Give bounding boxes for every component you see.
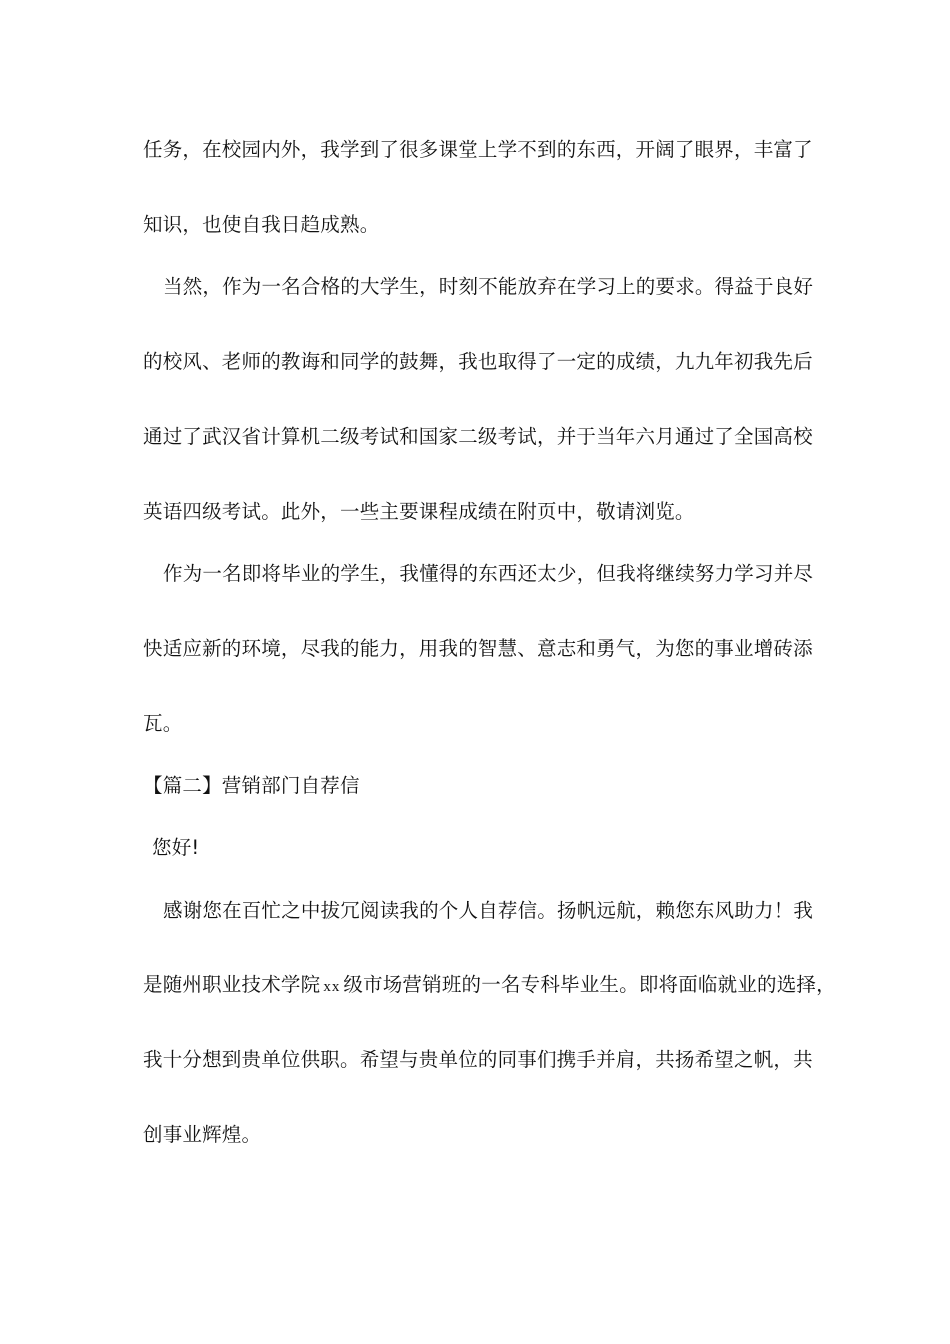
- paragraph-4-line-3: 我十分想到贵单位供职。希望与贵单位的同事们携手并肩，共扬希望之帆，共: [143, 1048, 813, 1071]
- greeting: 您好!: [152, 836, 200, 859]
- paragraph-1-line-1: 任务，在校园内外，我学到了很多课堂上学不到的东西，开阔了眼界，丰富了: [143, 138, 813, 161]
- paragraph-4-line-2-after: 级市场营销班的一名专科毕业生。即将面临就业的选择，: [343, 973, 836, 996]
- paragraph-1-line-2: 知识，也使自我日趋成熟。: [143, 213, 380, 236]
- section-heading: 【篇二】营销部门自荐信: [143, 774, 360, 797]
- paragraph-2-line-4: 英语四级考试。此外，一些主要课程成绩在附页中，敬请浏览。: [143, 500, 695, 523]
- paragraph-3-line-2: 快适应新的环境，尽我的能力，用我的智慧、意志和勇气，为您的事业增砖添: [143, 637, 813, 660]
- paragraph-4-line-2-xx: xx: [323, 979, 341, 995]
- paragraph-4-line-2-before: 是随州职业技术学院: [143, 973, 321, 996]
- paragraph-2-line-2: 的校风、老师的教诲和同学的鼓舞，我也取得了一定的成绩，九九年初我先后: [143, 350, 813, 373]
- paragraph-4-line-1: 感谢您在百忙之中拔冗阅读我的个人自荐信。扬帆远航，赖您东风助力！我: [163, 899, 814, 922]
- paragraph-3-line-1: 作为一名即将毕业的学生，我懂得的东西还太少，但我将继续努力学习并尽: [163, 562, 814, 585]
- paragraph-2-line-3: 通过了武汉省计算机二级考试和国家二级考试，并于当年六月通过了全国高校: [143, 425, 813, 448]
- paragraph-3-line-3: 瓦。: [143, 712, 183, 735]
- paragraph-4-line-4: 创事业辉煌。: [143, 1123, 262, 1146]
- paragraph-4-line-2: [143, 971, 836, 1001]
- paragraph-2-line-1: 当然，作为一名合格的大学生，时刻不能放弃在学习上的要求。得益于良好: [163, 275, 814, 298]
